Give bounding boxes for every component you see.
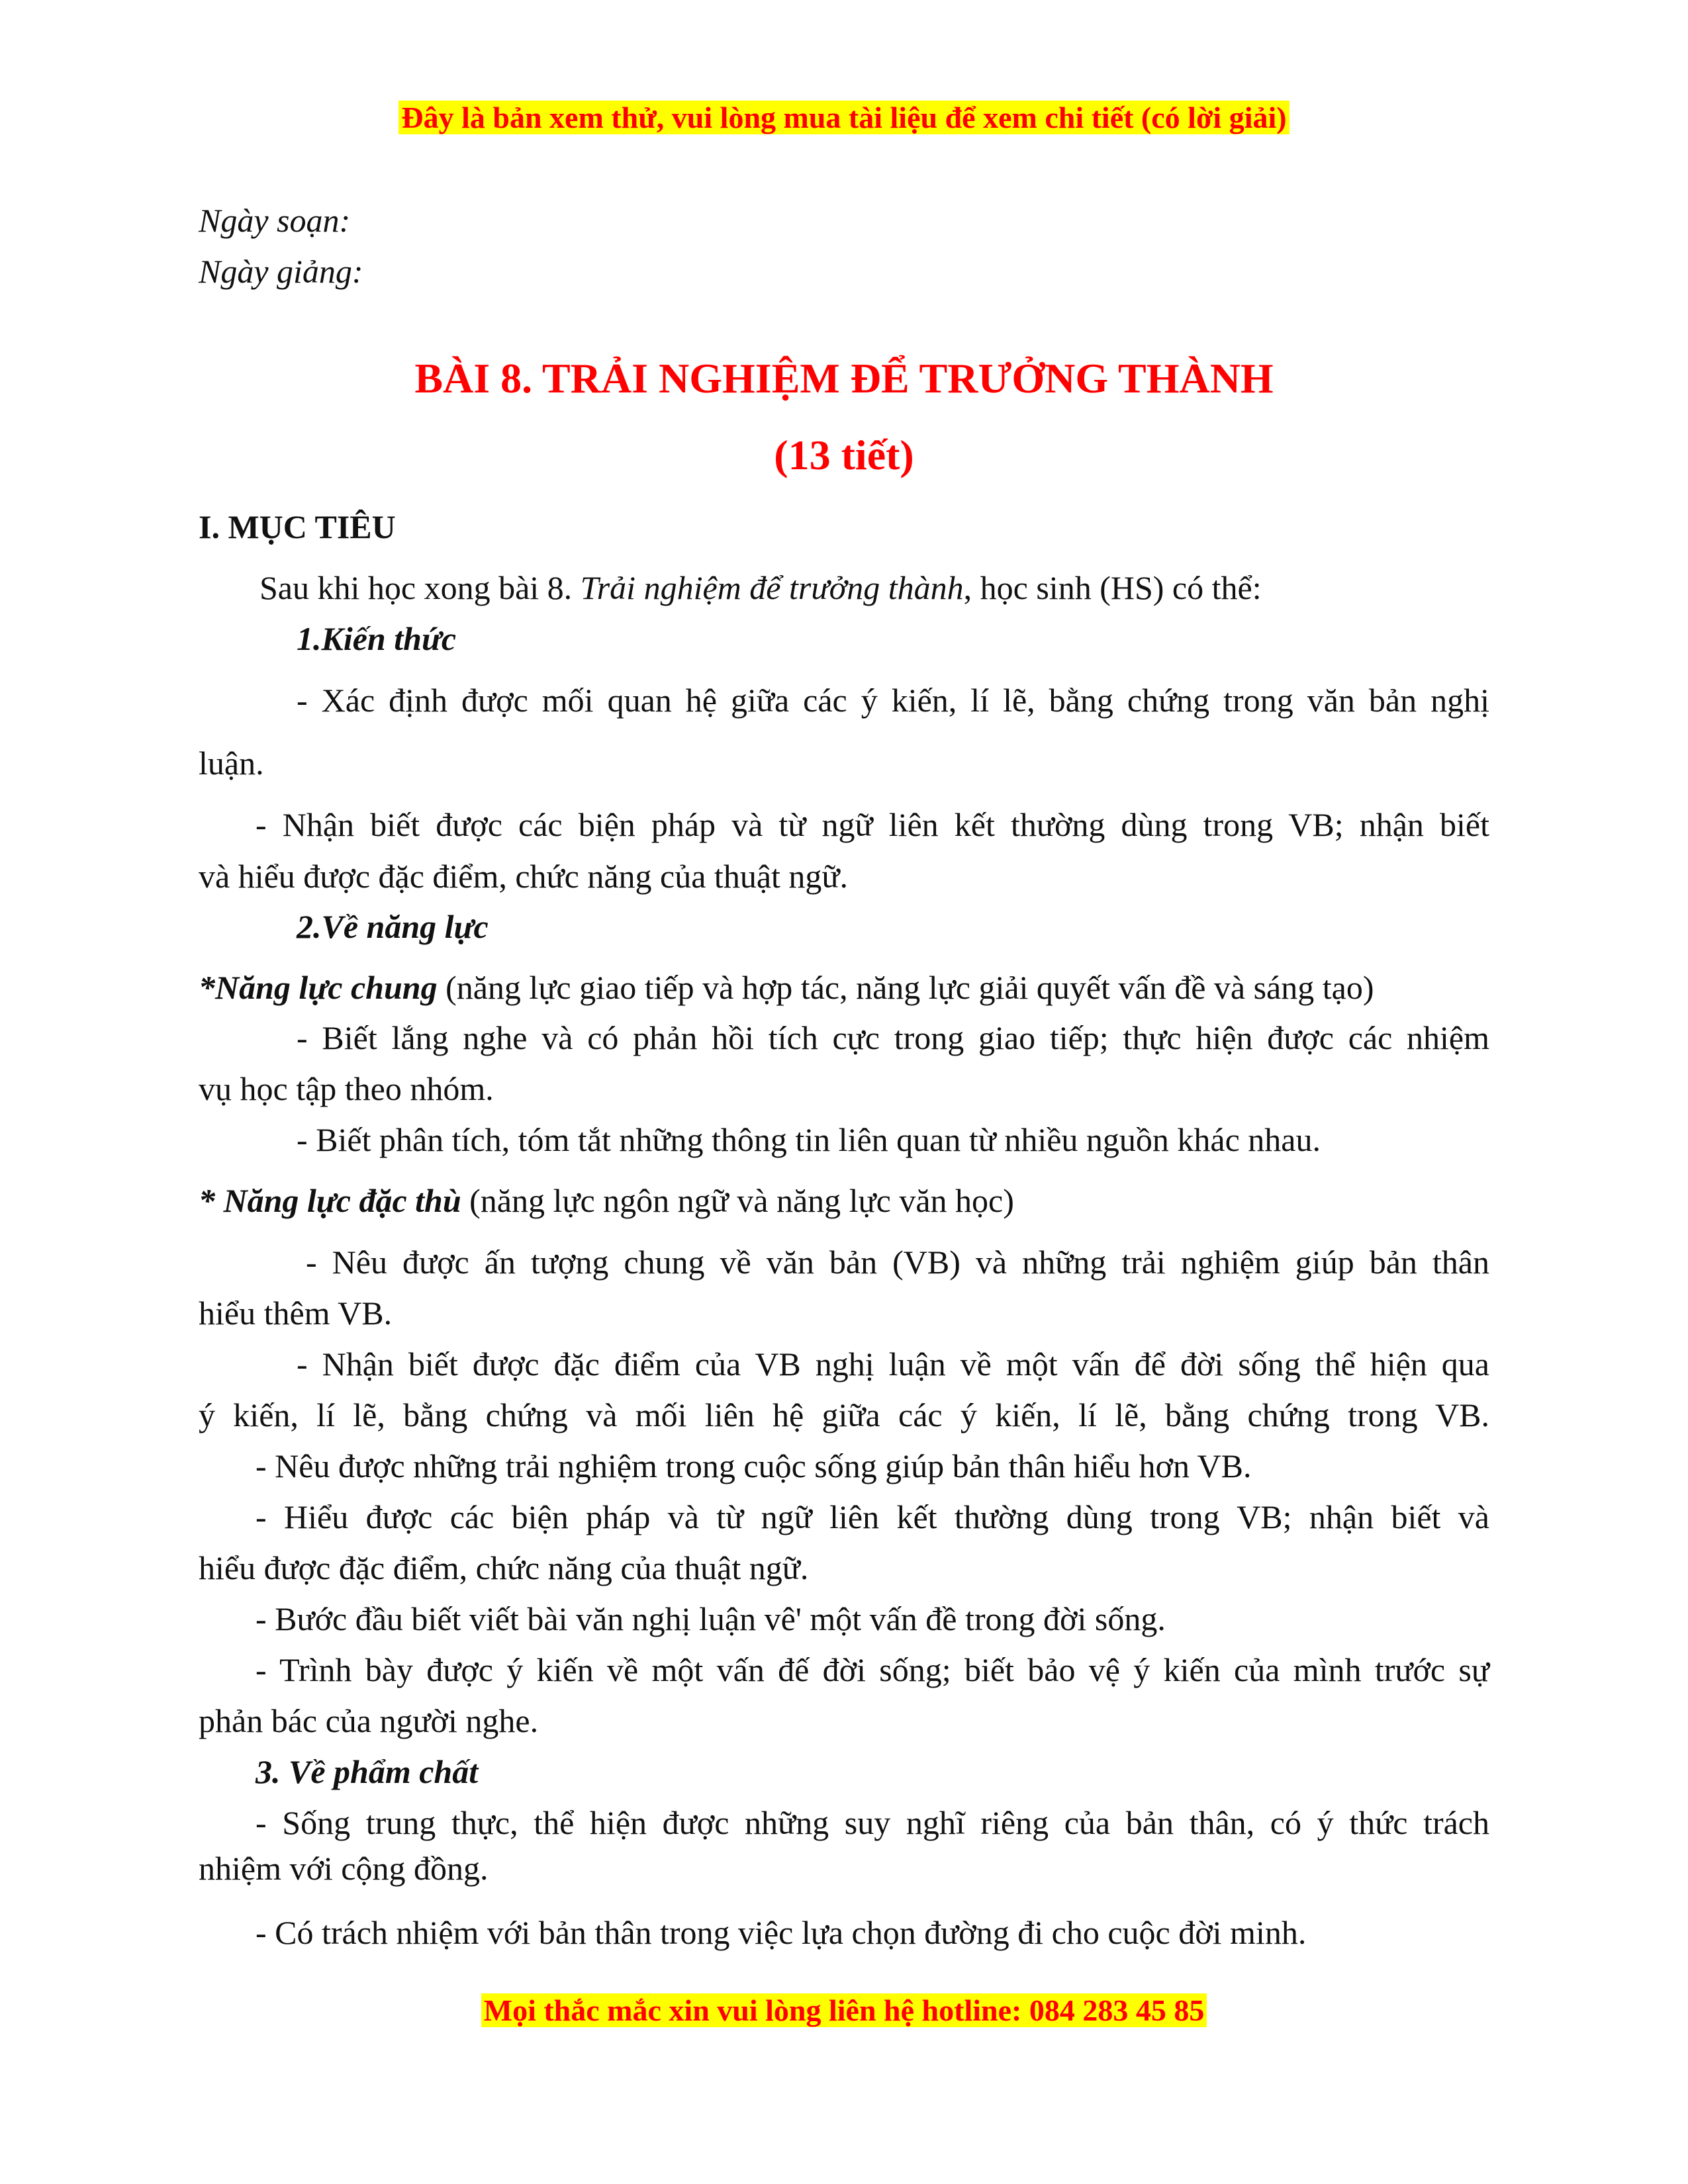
lesson-periods: (13 tiết) xyxy=(774,432,914,478)
quality-item-2: - Có trách nhiệm với bản thân trong việc lựa chọn đường đi cho cuộc đời minh. xyxy=(256,1914,1307,1951)
specific-ability-item-2-line-1: - Nhận biết được đặc điểm của VB nghị luận về một vấn để đời sống thể hiện qua xyxy=(297,1345,1489,1383)
general-ability-line xyxy=(199,968,1374,1007)
specific-ability-item-3: - Nêu được những trải nghiệm trong cuộc sống giúp bản thân hiểu hơn VB. xyxy=(256,1447,1252,1484)
general-ability-label: *Năng lực chung xyxy=(199,969,438,1006)
specific-ability-line xyxy=(199,1181,1014,1220)
general-ability-desc: (năng lực giao tiếp và hợp tác, năng lực giải quyết vấn đề và sáng tạo) xyxy=(437,969,1374,1006)
quality-item-1-line-1: - Sống trung thực, thể hiện được những suy nghĩ riêng của bản thân, có ý thức trách xyxy=(256,1804,1489,1841)
specific-ability-item-2-line-2: ý kiến, lí lẽ, bằng chứng và mối liên hệ giữa các ý kiến, lí lẽ, bằng chứng trong VB. xyxy=(199,1396,1489,1433)
specific-ability-item-5: - Bước đầu biết viết bài văn nghị luận vê' một vấn đề trong đời sống. xyxy=(256,1600,1166,1637)
specific-ability-item-6-line-1: - Trình bày được ý kiến về một vấn đế đời sống; biết bảo vệ ý kiến của mình trước sự xyxy=(256,1651,1489,1688)
specific-ability-item-4-line-2: hiểu được đặc điểm, chức năng của thuật ngữ. xyxy=(199,1549,809,1586)
intro-lesson-name: Trải nghiệm để trưởng thành xyxy=(580,569,964,606)
header-notice: Đây là bản xem thử, vui lòng mua tài liệu để xem chi tiết (có lời giải) xyxy=(399,101,1289,134)
section-heading-objectives: I. MỤC TIÊU xyxy=(199,508,396,545)
quality-item-1-line-2: nhiệm với cộng đồng. xyxy=(199,1850,489,1887)
intro-paragraph xyxy=(259,568,1262,608)
knowledge-heading: 1.Kiến thức xyxy=(297,620,457,657)
knowledge-item-2-line-1: - Nhận biết được các biện pháp và từ ngữ liên kết thường dùng trong VB; nhận biết xyxy=(256,806,1489,843)
specific-ability-item-6-line-2: phản bác của người nghe. xyxy=(199,1702,539,1739)
date-taught: Ngày giảng: xyxy=(199,253,363,290)
specific-ability-desc: (năng lực ngôn ngữ và năng lực văn học) xyxy=(461,1182,1014,1219)
intro-after: , học sinh (HS) có thể: xyxy=(963,569,1262,606)
quality-heading: 3. Về phẩm chất xyxy=(256,1753,479,1790)
intro-before: Sau khi học xong bài 8. xyxy=(259,569,581,606)
footer-notice: Mọi thắc mắc xin vui lòng liên hệ hotline: 084 283 45 85 xyxy=(481,1993,1207,2027)
general-ability-item-1-line-2: vụ học tập theo nhóm. xyxy=(199,1070,494,1107)
header-notice-wrap xyxy=(0,99,1688,136)
general-ability-item-1-line-1: - Biết lắng nghe và có phản hồi tích cực trong giao tiếp; thực hiện được các nhiệm xyxy=(297,1019,1489,1056)
specific-ability-label: * Năng lực đặc thù xyxy=(199,1182,461,1219)
specific-ability-item-1-line-1: - Nêu được ấn tượng chung về văn bản (VB) và những trải nghiệm giúp bản thân xyxy=(306,1244,1489,1281)
lesson-title: BÀI 8. TRẢI NGHIỆM ĐỂ TRƯỞNG THÀNH xyxy=(414,355,1274,402)
specific-ability-item-1-line-2: hiểu thêm VB. xyxy=(199,1295,393,1332)
ability-heading: 2.Về năng lực xyxy=(297,908,489,945)
general-ability-item-2: - Biết phân tích, tóm tắt những thông tin liên quan từ nhiều nguồn khác nhau. xyxy=(297,1121,1321,1158)
footer-notice-wrap xyxy=(0,1992,1688,2029)
knowledge-item-1-line-1: - Xác định được mối quan hệ giữa các ý kiến, lí lẽ, bằng chứng trong văn bản nghị xyxy=(297,682,1489,719)
knowledge-item-1-line-2: luận. xyxy=(199,745,264,782)
knowledge-item-2-line-2: và hiểu được đặc điểm, chức năng của thuật ngữ. xyxy=(199,858,849,895)
specific-ability-item-4-line-1: - Hiểu được các biện pháp và từ ngữ liên kết thường dùng trong VB; nhận biết và xyxy=(256,1498,1489,1535)
date-prepared: Ngày soạn: xyxy=(199,202,351,239)
